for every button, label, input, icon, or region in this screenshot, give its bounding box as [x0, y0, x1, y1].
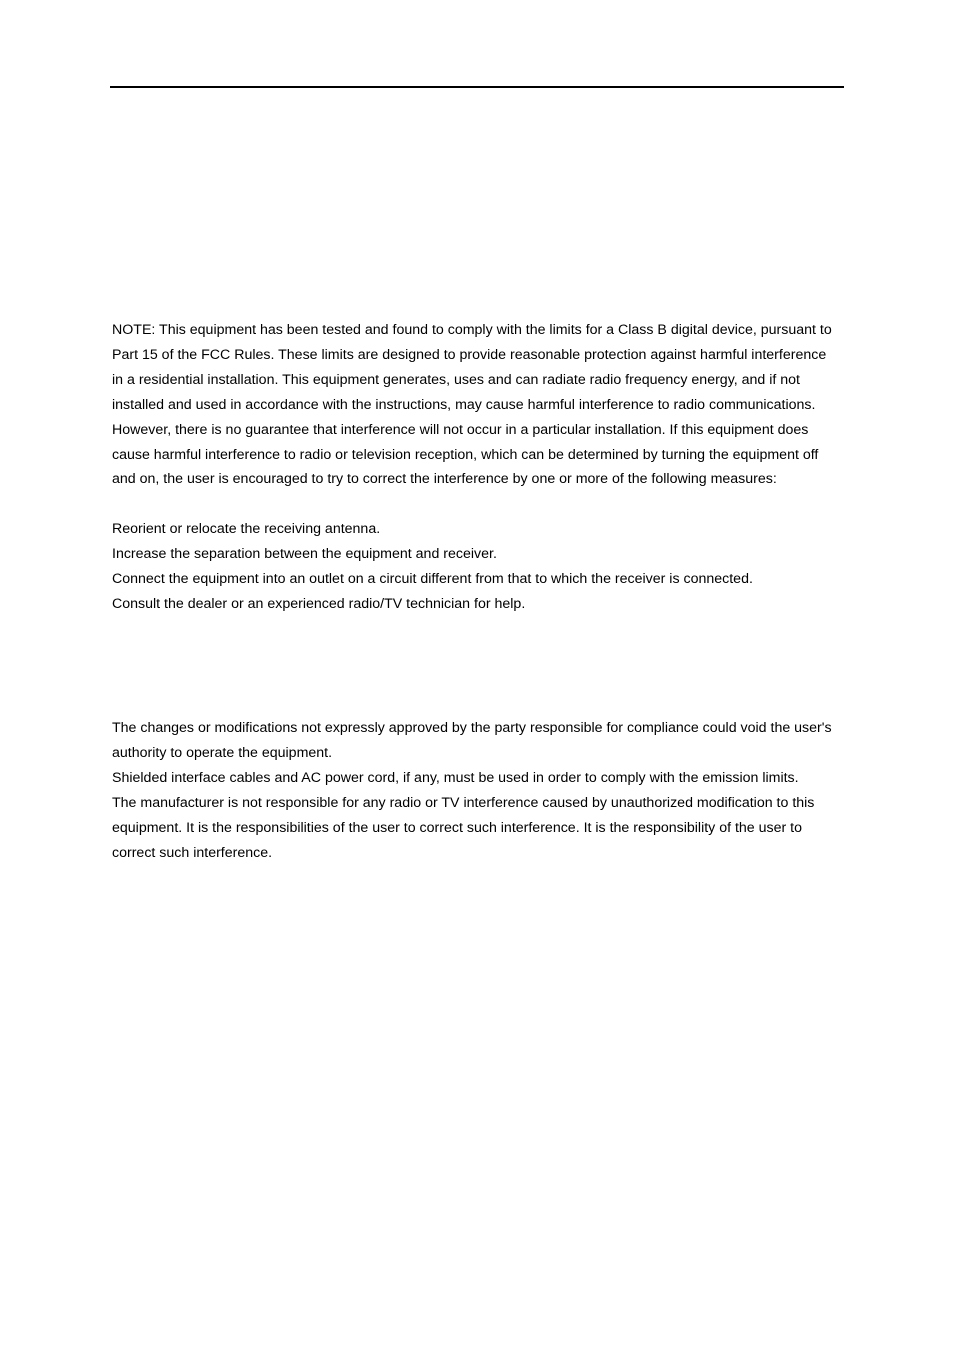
fcc-note-line: in a residential installation. This equipment generates, uses and can radiate radio frequency energy, and if not	[112, 371, 800, 388]
header-rule	[110, 86, 844, 88]
caution-line: The manufacturer is not responsible for any radio or TV interference caused by unauthorized modification to this	[112, 794, 815, 811]
measures-list	[112, 517, 846, 617]
cautions-paragraph	[112, 716, 846, 865]
measure-item: Reorient or relocate the receiving antenna.	[112, 521, 381, 537]
measure-item: Consult the dealer or an experienced radio/TV technician for help.	[112, 595, 526, 612]
measure-item: Connect the equipment into an outlet on a circuit different from that to which the receiver is connected.	[112, 570, 753, 587]
fcc-note-line: Part 15 of the FCC Rules. These limits are designed to provide reasonable protection against harmful interference	[112, 346, 827, 363]
caution-line: Shielded interface cables and AC power cord, if any, must be used in order to comply with the emission limits.	[112, 769, 799, 786]
fcc-note-line: cause harmful interference to radio or television reception, which can be determined by turning the equipment off	[112, 446, 819, 463]
fcc-note-line: However, there is no guarantee that interference will not occur in a particular installation. If this equipment does	[112, 421, 809, 438]
caution-line: The changes or modifications not expressly approved by the party responsible for compliance could void the user's	[112, 720, 832, 736]
fcc-note-line: and on, the user is encouraged to try to correct the interference by one or more of the following measures:	[112, 471, 777, 488]
caution-line: correct such interference.	[112, 844, 273, 861]
measure-item: Increase the separation between the equipment and receiver.	[112, 545, 497, 562]
caution-line: equipment. It is the responsibilities of the user to correct such interference. It is the responsibility of the user to	[112, 819, 803, 836]
fcc-note-paragraph	[112, 318, 846, 492]
fcc-note-line: installed and used in accordance with the instructions, may cause harmful interference to radio communications.	[112, 396, 816, 413]
caution-line: authority to operate the equipment.	[112, 744, 333, 761]
fcc-note-line: NOTE: This equipment has been tested and found to comply with the limits for a Class B digital device, pursuant to	[112, 322, 832, 338]
